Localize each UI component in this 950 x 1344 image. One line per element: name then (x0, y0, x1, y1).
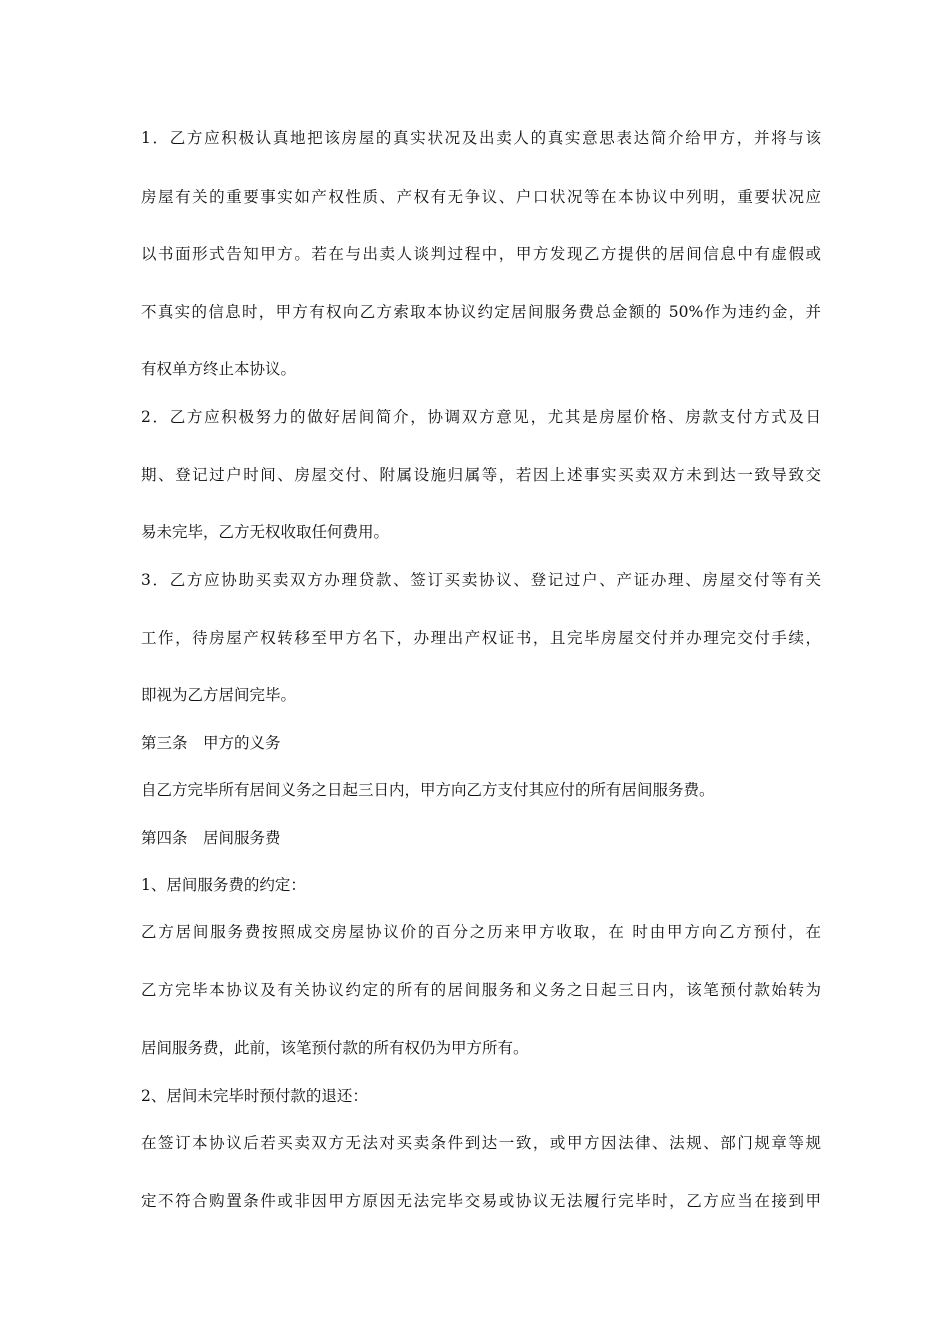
body-text-line: 1．乙方应积极认真地把该房屋的真实状况及出卖人的真实意思表达简介给甲方，并将与该 (141, 129, 821, 147)
body-text-line: 房屋有关的重要事实如产权性质、产权有无争议、户口状况等在本协议中列明，重要状况应 (141, 188, 821, 206)
body-text-line: 定不符合购置条件或非因甲方原因无法完毕交易或协议无法履行完毕时，乙方应当在接到甲 (141, 1192, 821, 1210)
body-text-line: 不真实的信息时，甲方有权向乙方索取本协议约定居间服务费总金额的 50%作为违约金，并 (141, 303, 821, 321)
body-text-line: 工作，待房屋产权转移至甲方名下，办理出产权证书，且完毕房屋交付并办理完交付手续， (141, 629, 821, 647)
subsection-heading: 2、居间未完毕时预付款的退还： (141, 1087, 368, 1105)
body-text-line: 居间服务费，此前，该笔预付款的所有权仍为甲方所有。 (141, 1039, 529, 1057)
body-text-line: 乙方完毕本协议及有关协议约定的所有的居间服务和义务之日起三日内，该笔预付款始转为 (141, 981, 821, 999)
body-text-line: 以书面形式告知甲方。若在与出卖人谈判过程中，甲方发现乙方提供的居间信息中有虚假或 (141, 245, 821, 263)
body-text-line: 在签订本协议后若买卖双方无法对买卖条件到达一致，或甲方因法律、法规、部门规章等规 (141, 1134, 821, 1152)
section-heading: 第三条 甲方的义务 (141, 734, 281, 752)
body-text-line: 自乙方完毕所有居间义务之日起三日内，甲方向乙方支付其应付的所有居间服务费。 (141, 781, 715, 799)
body-text-line: 即视为乙方居间完毕。 (141, 686, 297, 704)
body-text-line: 有权单方终止本协议。 (141, 360, 297, 378)
body-text-line: 2．乙方应积极努力的做好居间简介，协调双方意见，尤其是房屋价格、房款支付方式及日 (141, 408, 821, 426)
subsection-heading: 1、居间服务费的约定： (141, 876, 306, 894)
body-text-line: 乙方居间服务费按照成交房屋协议价的百分之历来甲方收取，在 时由甲方向乙方预付，在 (141, 923, 821, 941)
section-heading: 第四条 居间服务费 (141, 829, 281, 847)
body-text-line: 期、登记过户时间、房屋交付、附属设施归属等，若因上述事实买卖双方未到达一致导致交 (141, 466, 821, 484)
body-text-line: 3．乙方应协助买卖双方办理贷款、签订买卖协议、登记过户、产证办理、房屋交付等有关 (141, 571, 821, 589)
body-text-line: 易未完毕，乙方无权收取任何费用。 (141, 523, 390, 541)
